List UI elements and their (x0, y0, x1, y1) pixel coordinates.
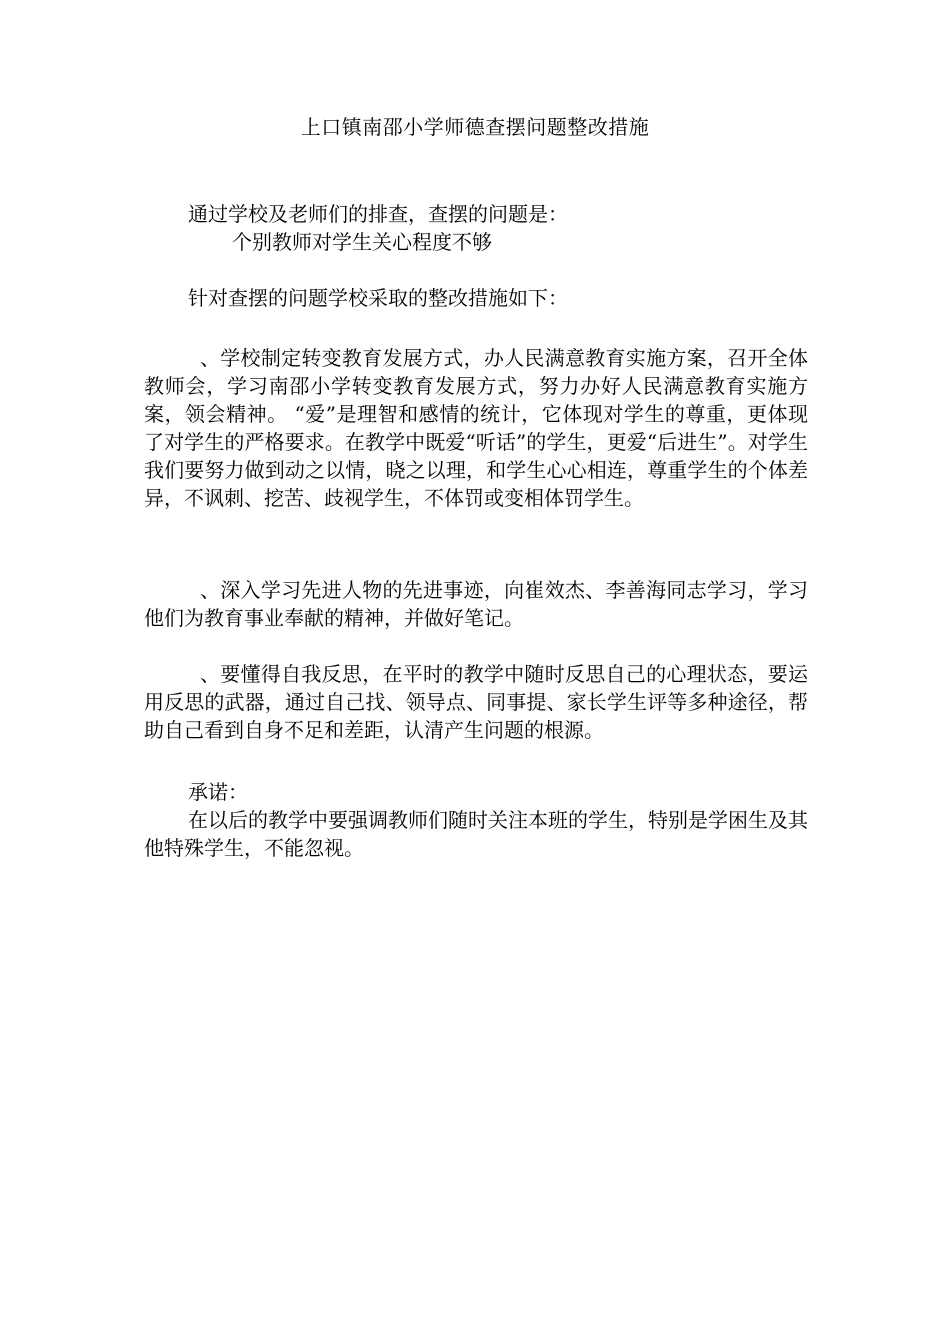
problem-line: 个别教师对学生关心程度不够 (232, 230, 492, 254)
commitment-label: 承诺： (188, 780, 248, 804)
measure-item-3: 、要懂得自我反思，在平时的教学中随时反思自己的心理状态，要运用反思的武器，通过自己找、领导点、同事提、家长学生评等多种途径，帮助自己看到自身不足和差距，认清产生问题的根源。 (144, 662, 808, 742)
measure-item-2: 、深入学习先进人物的先进事迹，向崔效杰、李善海同志学习，学习他们为教育事业奉献的精神，并做好笔记。 (144, 578, 808, 630)
commitment-text: 在以后的教学中要强调教师们随时关注本班的学生，特别是学困生及其他特殊学生，不能忽视。 (144, 808, 808, 860)
measure-item-1: 、学校制定转变教育发展方式，办人民满意教育实施方案，召开全体教师会，学习南邵小学转变教育发展方式，努力办好人民满意教育实施方案，领会精神。 “爱”是理智和感情的统计，它体现对学生的尊重，更体现了对学生的严格要求。在教学中既爱“听话”的学生，更爱“后进生”。对学生我们要努力做到动之以情，晓之以理，和学生心心相连，尊重学生的个体差异，不讽刺、挖苦、歧视学生，不体罚或变相体罚学生。 (144, 346, 808, 510)
measures-intro: 针对查摆的问题学校采取的整改措施如下： (188, 286, 568, 310)
intro-line: 通过学校及老师们的排查，查摆的问题是： (188, 202, 568, 226)
document-title: 上口镇南邵小学师德查摆问题整改措施 (300, 115, 650, 139)
